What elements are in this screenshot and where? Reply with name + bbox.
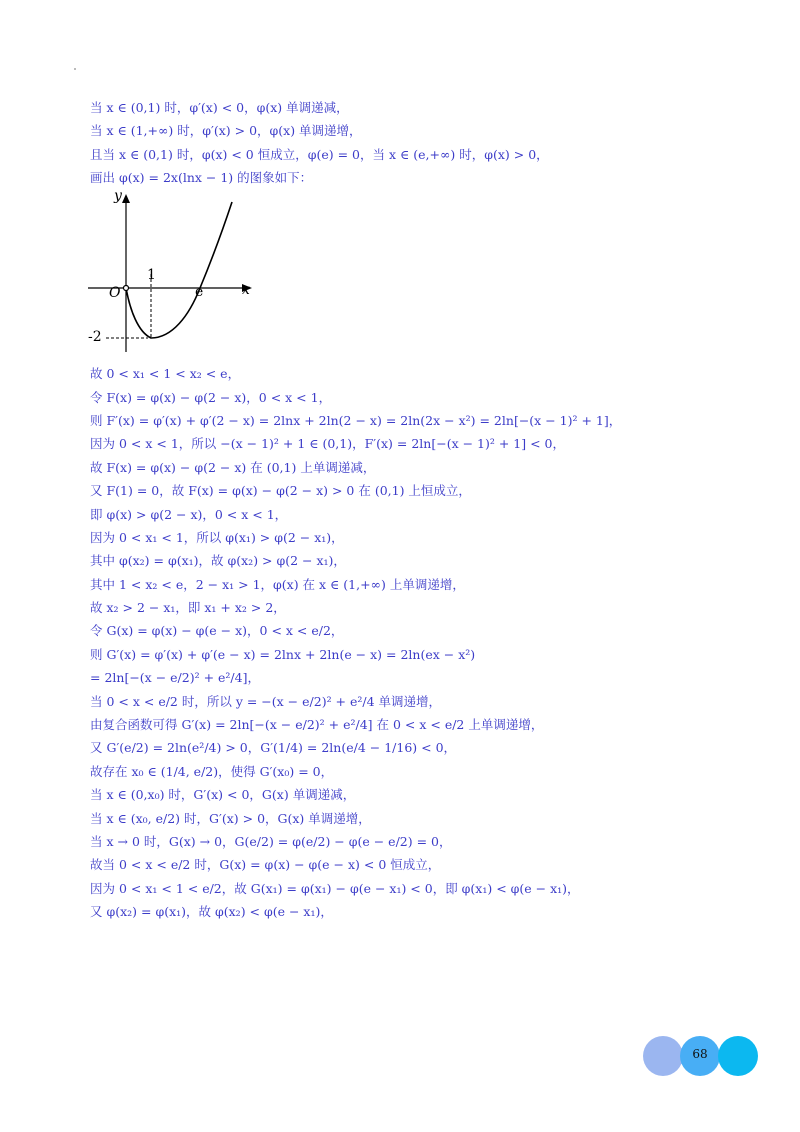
text-line: 当 x ∈ (0,1) 时，φ′(x) < 0，φ(x) 单调递减， <box>90 100 349 115</box>
origin-label: O <box>109 285 121 302</box>
root-label: e <box>195 284 204 301</box>
text-line: 则 G′(x) = φ′(x) + φ′(e − x) = 2lnx + 2ln(e − x) = 2ln(ex − x²) <box>90 646 476 662</box>
y-label: y <box>114 188 122 205</box>
text-line: 故存在 x₀ ∈ (1/4, e/2)，使得 G′(x₀) = 0， <box>90 763 334 779</box>
text-line: 因为 0 < x₁ < 1 < e/2，故 G(x₁) = φ(x₁) − φ(e − x₁) < 0，即 φ(x₁) < φ(e − x₁)， <box>90 880 580 896</box>
text-line: 由复合函数可得 G′(x) = 2ln[−(x − e/2)² + e²/4] 在 0 < x < e/2 上单调递增， <box>90 717 544 733</box>
page-footer <box>643 1036 758 1076</box>
text-line: 故当 0 < x < e/2 时，G(x) = φ(x) − φ(e − x) < 0 恒成立， <box>90 857 441 873</box>
corner-mark <box>74 68 76 70</box>
decor-circle <box>718 1036 758 1076</box>
min-label: -2 <box>88 329 102 346</box>
curve <box>126 202 232 338</box>
text-line: 且当 x ∈ (0,1) 时，φ(x) < 0 恒成立，φ(e) = 0，当 x ∈ (e,+∞) 时，φ(x) > 0， <box>90 146 549 162</box>
text-line: 当 x → 0 时，G(x) → 0，G(e/2) = φ(e/2) − φ(e − e/2) = 0， <box>90 833 452 849</box>
text-line: 则 F′(x) = φ′(x) + φ′(2 − x) = 2lnx + 2ln(2 − x) = 2ln(2x − x²) = 2ln[−(x − 1)² + 1]， <box>90 412 622 428</box>
function-graph <box>88 188 268 360</box>
text-line: 因为 0 < x₁ < 1，所以 φ(x₁) > φ(2 − x₁)， <box>90 529 344 545</box>
text-line: 当 x ∈ (0,x₀) 时，G′(x) < 0，G(x) 单调递减， <box>90 787 356 803</box>
text-line: 故 F(x) = φ(x) − φ(2 − x) 在 (0,1) 上单调递减， <box>90 459 376 475</box>
text-line: 又 φ(x₂) = φ(x₁)，故 φ(x₂) < φ(e − x₁)， <box>90 904 333 920</box>
text-line: 因为 0 < x < 1，所以 −(x − 1)² + 1 ∈ (0,1)，F′(x) = 2ln[−(x − 1)² + 1] < 0， <box>90 436 566 452</box>
text-line: 令 F(x) = φ(x) − φ(2 − x)，0 < x < 1， <box>90 389 332 405</box>
graph-svg <box>88 192 268 360</box>
text-line: 当 0 < x < e/2 时，所以 y = −(x − e/2)² + e²/4 单调递增， <box>90 693 442 709</box>
text-line: 故 x₂ > 2 − x₁，即 x₁ + x₂ > 2， <box>90 600 286 616</box>
text-line: 即 φ(x) > φ(2 − x)，0 < x < 1， <box>90 506 288 522</box>
text-line: 又 G′(e/2) = 2ln(e²/4) > 0，G′(1/4) = 2ln(e/4 − 1/16) < 0， <box>90 740 457 756</box>
page-number: 68 <box>692 1047 708 1061</box>
tick-label-1: 1 <box>147 267 156 284</box>
text-line: 当 x ∈ (1,+∞) 时，φ′(x) > 0，φ(x) 单调递增， <box>90 123 362 139</box>
text-line: 画出 φ(x) = 2x(lnx − 1) 的图象如下： <box>90 170 313 186</box>
decor-circle <box>643 1036 683 1076</box>
text-line: 其中 1 < x₂ < e，2 − x₁ > 1，φ(x) 在 x ∈ (1,+∞) 上单调递增， <box>90 576 465 592</box>
text-line: 令 G(x) = φ(x) − φ(e − x)，0 < x < e/2， <box>90 623 344 639</box>
y-arrow-icon <box>122 194 130 203</box>
text-line: 故 0 < x₁ < 1 < x₂ < e， <box>90 366 241 382</box>
text-line: = 2ln[−(x − e/2)² + e²/4]， <box>90 670 260 686</box>
origin-point <box>124 286 129 291</box>
text-line: 当 x ∈ (x₀, e/2) 时，G′(x) > 0，G(x) 单调递增， <box>90 810 371 826</box>
solution-content <box>90 100 730 928</box>
text-line: 其中 φ(x₂) = φ(x₁)，故 φ(x₂) > φ(2 − x₁)， <box>90 553 346 569</box>
x-label: x <box>242 282 250 299</box>
text-line: 又 F(1) = 0，故 F(x) = φ(x) − φ(2 − x) > 0 在 (0,1) 上恒成立， <box>90 483 471 499</box>
